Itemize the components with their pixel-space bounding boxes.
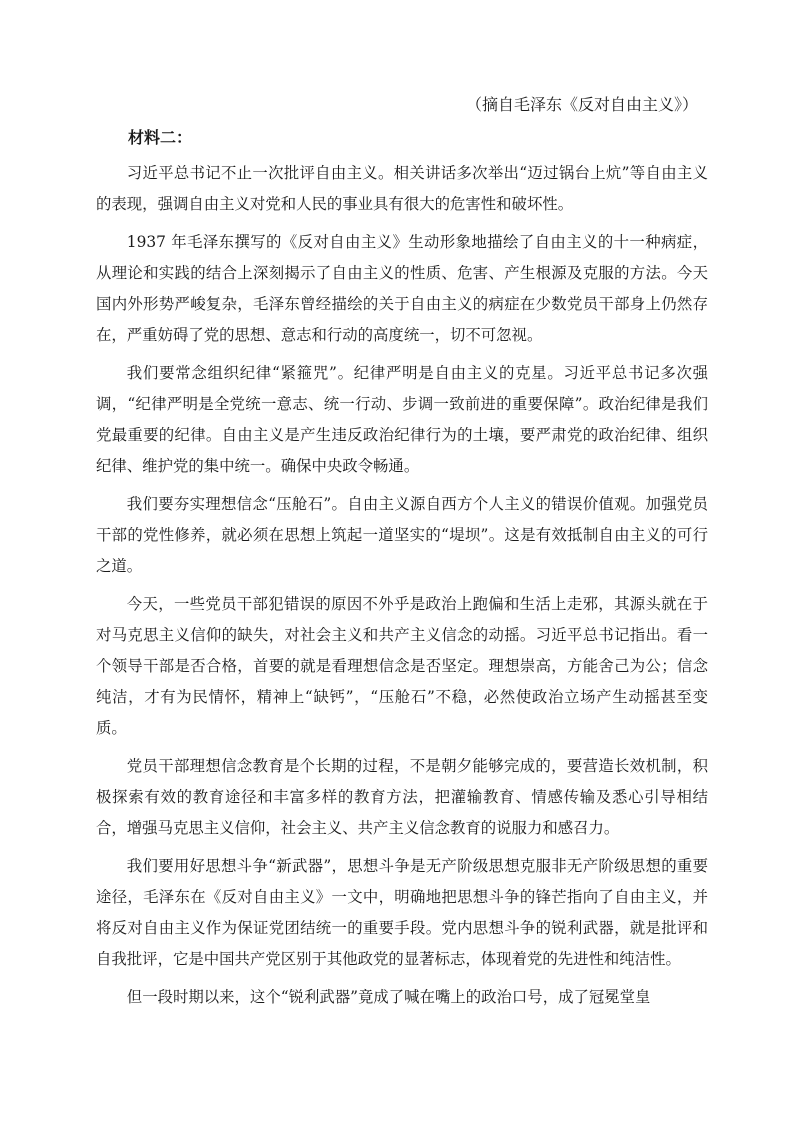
source-citation: （摘自毛泽东《反对自由主义》） (465, 95, 698, 114)
paragraph: 我们要用好思想斗争“新武器”，思想斗争是无产阶级思想克服非无产阶级思想的重要途径，毛泽东在《反对自由主义》一文中，明确地把思想斗争的锋芒指向了自由主义，并将反对自由主义作为保证党团结统一的重要手段。党内思想斗争的锐利武器，就是批评和自我批评，它是中国共产党区别于其他政党的显著标志，体现着党的先进性和纯洁性。 (96, 857, 708, 968)
paragraph: 我们要夯实理想信念“压舱石”。自由主义源自西方个人主义的错误价值观。加强党员干部的党性修养，就必须在思想上筑起一道坚实的“堤坝”。这是有效抵制自由主义的可行之道。 (96, 495, 708, 575)
paragraph: 1937 年毛泽东撰写的《反对自由主义》生动形象地描绘了自由主义的十一种病症，从理论和实践的结合上深刻揭示了自由主义的性质、危害、产生根源及克服的方法。今天国内外形势严峻复杂，毛泽东曾经描绘的关于自由主义的病症在少数党员干部身上仍然存在，严重妨碍了党的思想、意志和行动的高度统一，切不可忽视。 (96, 233, 708, 344)
section-heading: 材料二： (128, 128, 193, 147)
document-body (96, 158, 708, 1020)
paragraph: 但一段时期以来，这个“锐利武器”竟成了喊在嘴上的政治口号，成了冠冕堂皇 (126, 988, 651, 1006)
paragraph: 我们要常念组织纪律“紧箍咒”。纪律严明是自由主义的克星。习近平总书记多次强调，“纪律严明是全党统一意志、统一行动、步调一致前进的重要保障”。政治纪律是我们党最重要的纪律。自由主义是产生违反政治纪律行为的土壤，要严肃党的政治纪律、组织纪律、维护党的集中统一。确保中央政令畅通。 (96, 364, 708, 475)
paragraph: 习近平总书记不止一次批评自由主义。相关讲话多次举出“迈过锅台上炕”等自由主义的表现，强调自由主义对党和人民的事业具有很大的危害性和破坏性。 (96, 164, 708, 213)
paragraph: 党员干部理想信念教育是个长期的过程，不是朝夕能够完成的，要营造长效机制，积极探索有效的教育途径和丰富多样的教育方法，把灌输教育、情感传输及悉心引导相结合，增强马克思主义信仰，社会主义、共产主义信念教育的说服力和感召力。 (96, 757, 708, 837)
paragraph: 今天，一些党员干部犯错误的原因不外乎是政治上跑偏和生活上走邪，其源头就在于对马克思主义信仰的缺失，对社会主义和共产主义信念的动摇。习近平总书记指出。看一个领导干部是否合格，首要的就是看理想信念是否坚定。理想崇高，方能舍己为公；信念纯洁，才有为民情怀，精神上“缺钙”，“压舱石”不稳，必然使政治立场产生动摇甚至变质。 (96, 595, 708, 737)
